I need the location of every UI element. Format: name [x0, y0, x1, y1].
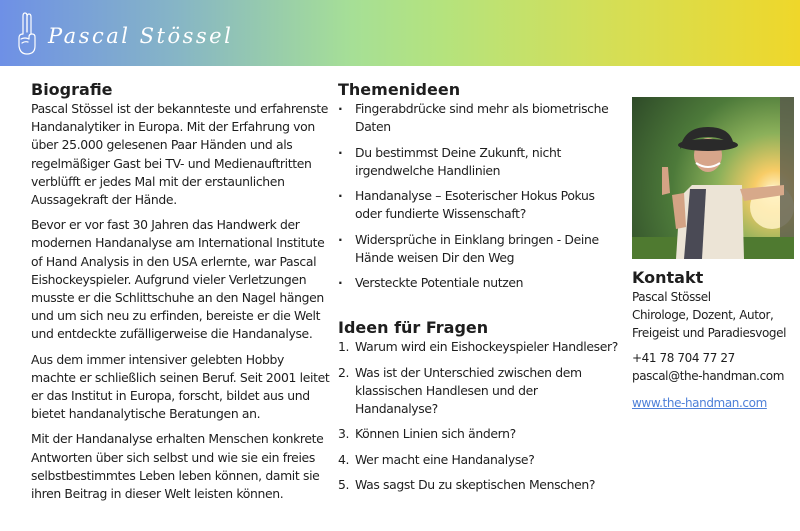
contact-roles: Freigeist und Paradiesvogel [632, 326, 787, 340]
bullet-icon: · [338, 275, 343, 290]
kontakt-heading: Kontakt [632, 268, 704, 287]
themen-list [338, 100, 618, 292]
biografie-heading: Biografie [31, 80, 113, 99]
contact-email[interactable]: pascal@the-handman.com [632, 369, 785, 383]
biografie-paragraph: Mit der Handanalyse erhalten Menschen konkrete Antworten über sich selbst und wie sie ein freies selbstbestimmtes Leben leben können, damit sie ihren Beitrag in dieser Welt leisten können. [31, 431, 324, 502]
list-item-text: Können Linien sich ändern? [355, 426, 516, 441]
contact-name: Pascal Stössel [632, 290, 711, 304]
list-item-text: Du bestimmst Deine Zukunft, nicht irgendwelche Handlinien [355, 144, 561, 178]
list-item [338, 451, 618, 469]
portrait-illustration [632, 97, 794, 259]
list-item [338, 231, 618, 267]
list-number: 4. [338, 451, 350, 467]
list-item-text: Versteckte Potentiale nutzen [355, 275, 524, 290]
list-number: 3. [338, 426, 350, 441]
list-item [338, 187, 618, 223]
list-item [338, 338, 618, 356]
bullet-icon: · [338, 101, 343, 116]
list-item-text: Was ist der Unterschied zwischen dem klassischen Handlesen und der Handanalyse? [355, 364, 582, 416]
header-banner [0, 0, 800, 66]
biografie-paragraph: Bevor er vor fast 30 Jahren das Handwerk der modernen Handanalyse am International Institute of Hand Analysis in den USA erlernte, war Pascal Eishockeyspieler. Aufgrund vieler Verletzungen musste er die Schlittschuhe an den Nagel hängen und um sich neu zu erfinden, bereiste er die Welt und entdeckte zufälligerweise die Handanalyse. [31, 217, 325, 342]
list-item-text: Wer macht eine Handanalyse? [355, 451, 535, 467]
list-item [338, 364, 618, 418]
biografie-paragraph: Aus dem immer intensiver gelebten Hobby machte er schließlich seinen Beruf. Seit 2001 leitet er das Institut in Europa, forscht, bildet aus und bietet handanalytische Beratungen an. [31, 351, 330, 422]
list-item [338, 476, 618, 494]
website-link[interactable]: www.the-handman.com [632, 396, 767, 410]
list-number: 1. [338, 339, 350, 354]
themenideen-heading: Themenideen [338, 80, 461, 99]
list-item [338, 100, 618, 136]
list-item-text: Fingerabdrücke sind mehr als biometrische Daten [355, 101, 609, 134]
bullet-icon: · [338, 144, 343, 160]
hand-peace-icon [15, 12, 39, 56]
bullet-icon: · [338, 231, 343, 247]
themen-section [338, 80, 618, 502]
kontakt-section [632, 268, 797, 412]
list-item [338, 274, 618, 292]
list-item-text: Handanalyse – Esoterischer Hokus Pokus oder fundierte Wissenschaft? [355, 188, 595, 221]
fragen-list [338, 338, 618, 494]
biografie-section [31, 80, 331, 510]
list-item-text: Widersprüche in Einklang bringen - Deine Hände weisen Dir den Weg [355, 231, 599, 265]
list-item [338, 144, 618, 180]
portrait-photo [632, 97, 794, 259]
contact-phone[interactable]: +41 78 704 77 27 [632, 351, 735, 365]
list-item-text: Warum wird ein Eishockeyspieler Handleser? [355, 339, 619, 354]
contact-roles: Chirologe, Dozent, Autor, [632, 308, 774, 322]
biografie-paragraph: Pascal Stössel ist der bekannteste und erfahrenste Handanalytiker in Europa. Mit der Erfahrung von über 25.000 gelesenen Paar Händen und als regelmäßiger Gast bei TV- und Medienauftritten verblüfft er jedes Mal mit der erstaunlichen Aussagekraft der Hände. [31, 101, 329, 208]
list-number: 2. [338, 364, 350, 380]
list-item [338, 425, 618, 443]
fragen-heading: Ideen für Fragen [338, 318, 489, 337]
bullet-icon: · [338, 188, 343, 203]
list-number: 5. [338, 477, 350, 492]
list-item-text: Was sagst Du zu skeptischen Menschen? [355, 477, 596, 492]
logo-name: Pascal Stössel [48, 24, 234, 48]
